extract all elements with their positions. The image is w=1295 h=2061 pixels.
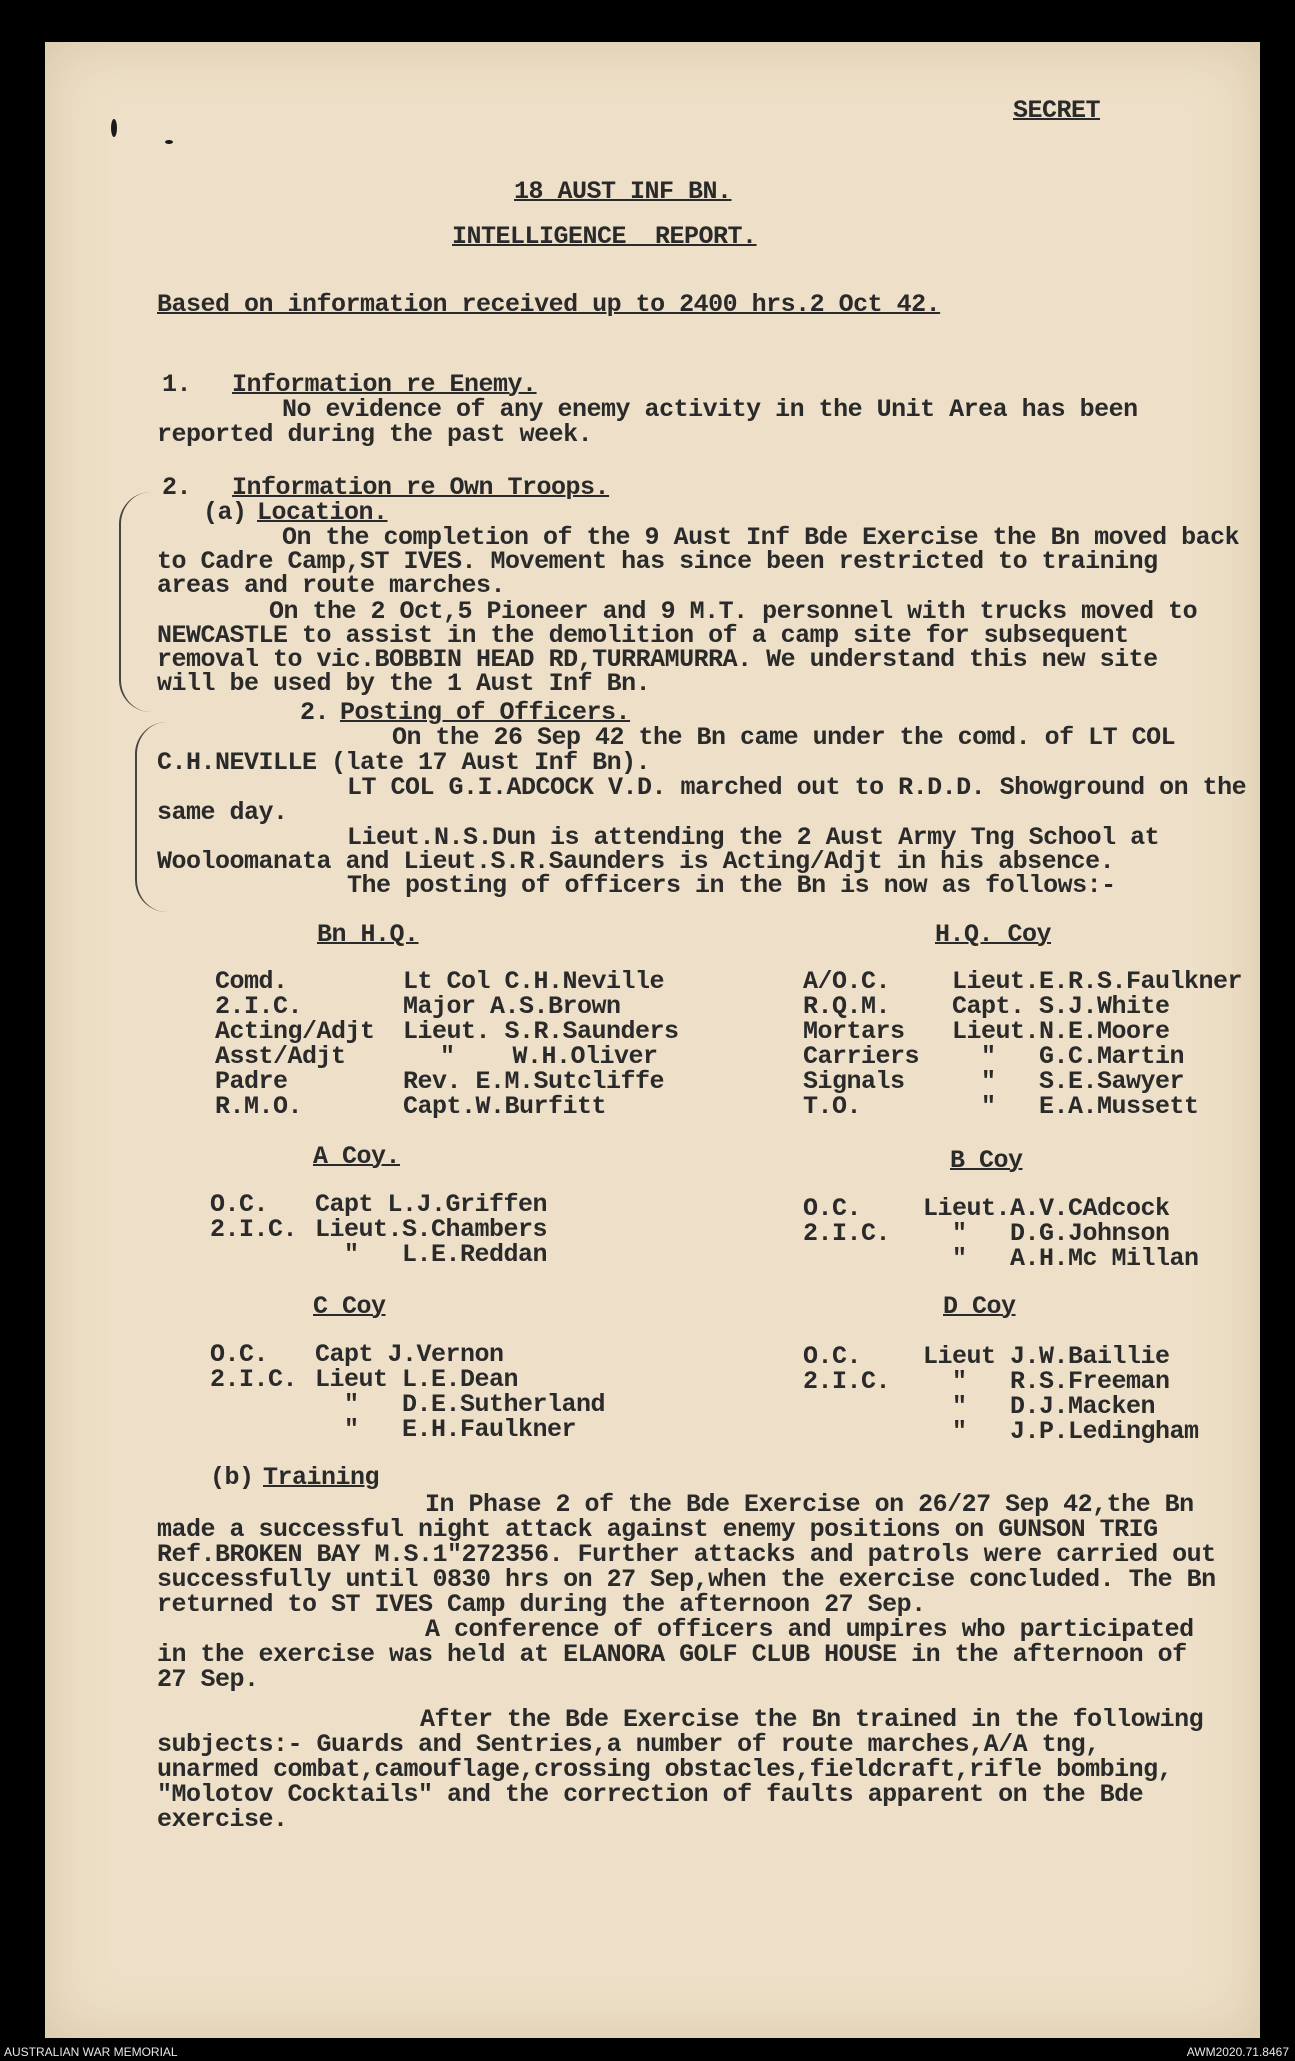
- text-line: reported during the past week.: [157, 420, 593, 449]
- officer-name: " L.E.Reddan: [315, 1240, 548, 1269]
- text-line: in the exercise was held at ELANORA GOLF CLUB HOUSE in the afternoon of: [157, 1640, 1187, 1669]
- b-coy-title: B Coy: [950, 1146, 1023, 1175]
- text-line: successfully until 0830 hrs on 27 Sep,when the exercise concluded. The Bn: [157, 1565, 1216, 1594]
- text-line: LT COL G.I.ADCOCK V.D. marched out to R.D.D. Showground on the: [347, 773, 1247, 802]
- officer-name: Lieut.E.R.S.Faulkner: [952, 967, 1243, 996]
- appointment: A/O.C.: [803, 967, 891, 996]
- text-line: removal to vic.BOBBIN HEAD RD,TURRAMURRA. We understand this new site: [157, 645, 1158, 674]
- officer-name: Lieut.S.Chambers: [315, 1215, 548, 1244]
- officer-name: " G.C.Martin: [952, 1042, 1185, 1071]
- officer-name: Capt. S.J.White: [952, 992, 1170, 1021]
- officer-name: Lieut L.E.Dean: [315, 1365, 519, 1394]
- officer-name: Lt Col C.H.Neville: [403, 967, 665, 996]
- appointment: Acting/Adjt: [215, 1017, 375, 1046]
- appointment: R.M.O.: [215, 1092, 303, 1121]
- officer-name: " S.E.Sawyer: [952, 1067, 1185, 1096]
- appointment: 2.I.C.: [215, 992, 303, 1021]
- officer-name: " J.P.Ledingham: [923, 1417, 1199, 1446]
- appointment: Carriers: [803, 1042, 920, 1071]
- appointment: O.C.: [210, 1340, 269, 1369]
- footer-reference: AWM2020.71.8467: [1186, 2045, 1289, 2059]
- text-line: unarmed combat,camouflage,crossing obstacles,fieldcraft,rifle bombing,: [157, 1755, 1173, 1784]
- text-line: On the 2 Oct,5 Pioneer and 9 M.T. personnel with trucks moved to: [269, 597, 1198, 626]
- report-title: INTELLIGENCE REPORT.: [452, 222, 757, 251]
- text-line: In Phase 2 of the Bde Exercise on 26/27 Sep 42,the Bn: [425, 1490, 1194, 1519]
- text-line: Lieut.N.S.Dun is attending the 2 Aust Army Tng School at: [347, 823, 1160, 852]
- subsection-label: (a): [203, 498, 247, 527]
- appointment: O.C.: [803, 1194, 862, 1223]
- unit-heading: 18 AUST INF BN.: [514, 177, 732, 206]
- section-number: 2.: [162, 473, 192, 502]
- subsection-label: (b): [210, 1463, 254, 1492]
- ink-blot: [165, 140, 173, 144]
- appointment: 2.I.C.: [210, 1215, 298, 1244]
- text-line: returned to ST IVES Camp during the afternoon 27 Sep.: [157, 1590, 926, 1619]
- classification-stamp: SECRET: [1013, 96, 1101, 125]
- officer-name: " D.G.Johnson: [923, 1219, 1170, 1248]
- subsection-heading-posting: Posting of Officers.: [340, 698, 631, 727]
- document-page: [45, 42, 1260, 2038]
- text-line: A conference of officers and umpires who participated: [425, 1615, 1194, 1644]
- text-line: Ref.BROKEN BAY M.S.1"272356. Further attacks and patrols were carried out: [157, 1540, 1216, 1569]
- appointment: Signals: [803, 1067, 905, 1096]
- pencil-bracket-mark: [119, 492, 151, 712]
- appointment: Padre: [215, 1067, 288, 1096]
- officer-name: " R.S.Freeman: [923, 1367, 1170, 1396]
- officer-name: Lieut.N.E.Moore: [952, 1017, 1170, 1046]
- subsection-label: 2.: [300, 698, 330, 727]
- text-line: On the completion of the 9 Aust Inf Bde Exercise the Bn moved back: [282, 523, 1240, 552]
- section-heading-enemy: Information re Enemy.: [232, 370, 537, 399]
- subsection-heading-training: Training: [263, 1463, 380, 1492]
- footer-strip: [0, 2042, 1295, 2061]
- text-line: On the 26 Sep 42 the Bn came under the comd. of LT COL: [392, 723, 1176, 752]
- d-coy-title: D Coy: [943, 1292, 1016, 1321]
- officer-name: Lieut J.W.Baillie: [923, 1342, 1170, 1371]
- text-line: subjects:- Guards and Sentries,a number of route marches,A/A tng,: [157, 1730, 1100, 1759]
- appointment: Asst/Adjt: [215, 1042, 346, 1071]
- text-line: made a successful night attack against enemy positions on GUNSON TRIG: [157, 1515, 1158, 1544]
- text-line: to Cadre Camp,ST IVES. Movement has since been restricted to training: [157, 547, 1158, 576]
- text-line: exercise.: [157, 1805, 288, 1834]
- appointment: Comd.: [215, 967, 288, 996]
- hq-coy-title: H.Q. Coy: [935, 920, 1052, 949]
- officer-name: Capt J.Vernon: [315, 1340, 504, 1369]
- text-line: areas and route marches.: [157, 571, 506, 600]
- text-line: The posting of officers in the Bn is now as follows:-: [347, 871, 1116, 900]
- subsection-heading-location: Location.: [257, 498, 388, 527]
- officer-name: " E.H.Faulkner: [315, 1415, 577, 1444]
- text-line: C.H.NEVILLE (late 17 Aust Inf Bn).: [157, 748, 651, 777]
- officer-name: " D.E.Sutherland: [315, 1390, 606, 1419]
- appointment: Mortars: [803, 1017, 905, 1046]
- appointment: T.O.: [803, 1092, 862, 1121]
- officer-name: " W.H.Oliver: [440, 1042, 658, 1071]
- officer-name: Capt.W.Burfitt: [403, 1092, 607, 1121]
- text-line: same day.: [157, 798, 288, 827]
- bn-hq-title: Bn H.Q.: [317, 920, 419, 949]
- text-line: After the Bde Exercise the Bn trained in the following: [420, 1705, 1204, 1734]
- report-basis: Based on information received up to 2400 hrs.2 Oct 42.: [157, 290, 941, 319]
- appointment: 2.I.C.: [803, 1367, 891, 1396]
- appointment: R.Q.M.: [803, 992, 891, 1021]
- officer-name: " A.H.Mc Millan: [923, 1244, 1199, 1273]
- officer-name: Lieut.A.V.CAdcock: [923, 1194, 1170, 1223]
- appointment: 2.I.C.: [803, 1219, 891, 1248]
- a-coy-title: A Coy.: [313, 1142, 401, 1171]
- text-line: will be used by the 1 Aust Inf Bn.: [157, 669, 651, 698]
- appointment: 2.I.C.: [210, 1365, 298, 1394]
- appointment: O.C.: [210, 1190, 269, 1219]
- footer-institution: AUSTRALIAN WAR MEMORIAL: [4, 2045, 178, 2059]
- section-heading-own-troops: Information re Own Troops.: [232, 473, 610, 502]
- c-coy-title: C Coy: [313, 1292, 386, 1321]
- text-line: "Molotov Cocktails" and the correction of faults apparent on the Bde: [157, 1780, 1144, 1809]
- appointment: O.C.: [803, 1342, 862, 1371]
- officer-name: Major A.S.Brown: [403, 992, 621, 1021]
- officer-name: Rev. E.M.Sutcliffe: [403, 1067, 665, 1096]
- text-line: No evidence of any enemy activity in the Unit Area has been: [282, 395, 1138, 424]
- section-number: 1.: [162, 370, 192, 399]
- text-line: NEWCASTLE to assist in the demolition of a camp site for subsequent: [157, 621, 1129, 650]
- text-line: Wooloomanata and Lieut.S.R.Saunders is Acting/Adjt in his absence.: [157, 847, 1115, 876]
- text-line: 27 Sep.: [157, 1665, 259, 1694]
- officer-name: " E.A.Mussett: [952, 1092, 1199, 1121]
- ink-blot: [111, 119, 117, 137]
- officer-name: Lieut. S.R.Saunders: [403, 1017, 679, 1046]
- officer-name: Capt L.J.Griffen: [315, 1190, 548, 1219]
- officer-name: " D.J.Macken: [923, 1392, 1156, 1421]
